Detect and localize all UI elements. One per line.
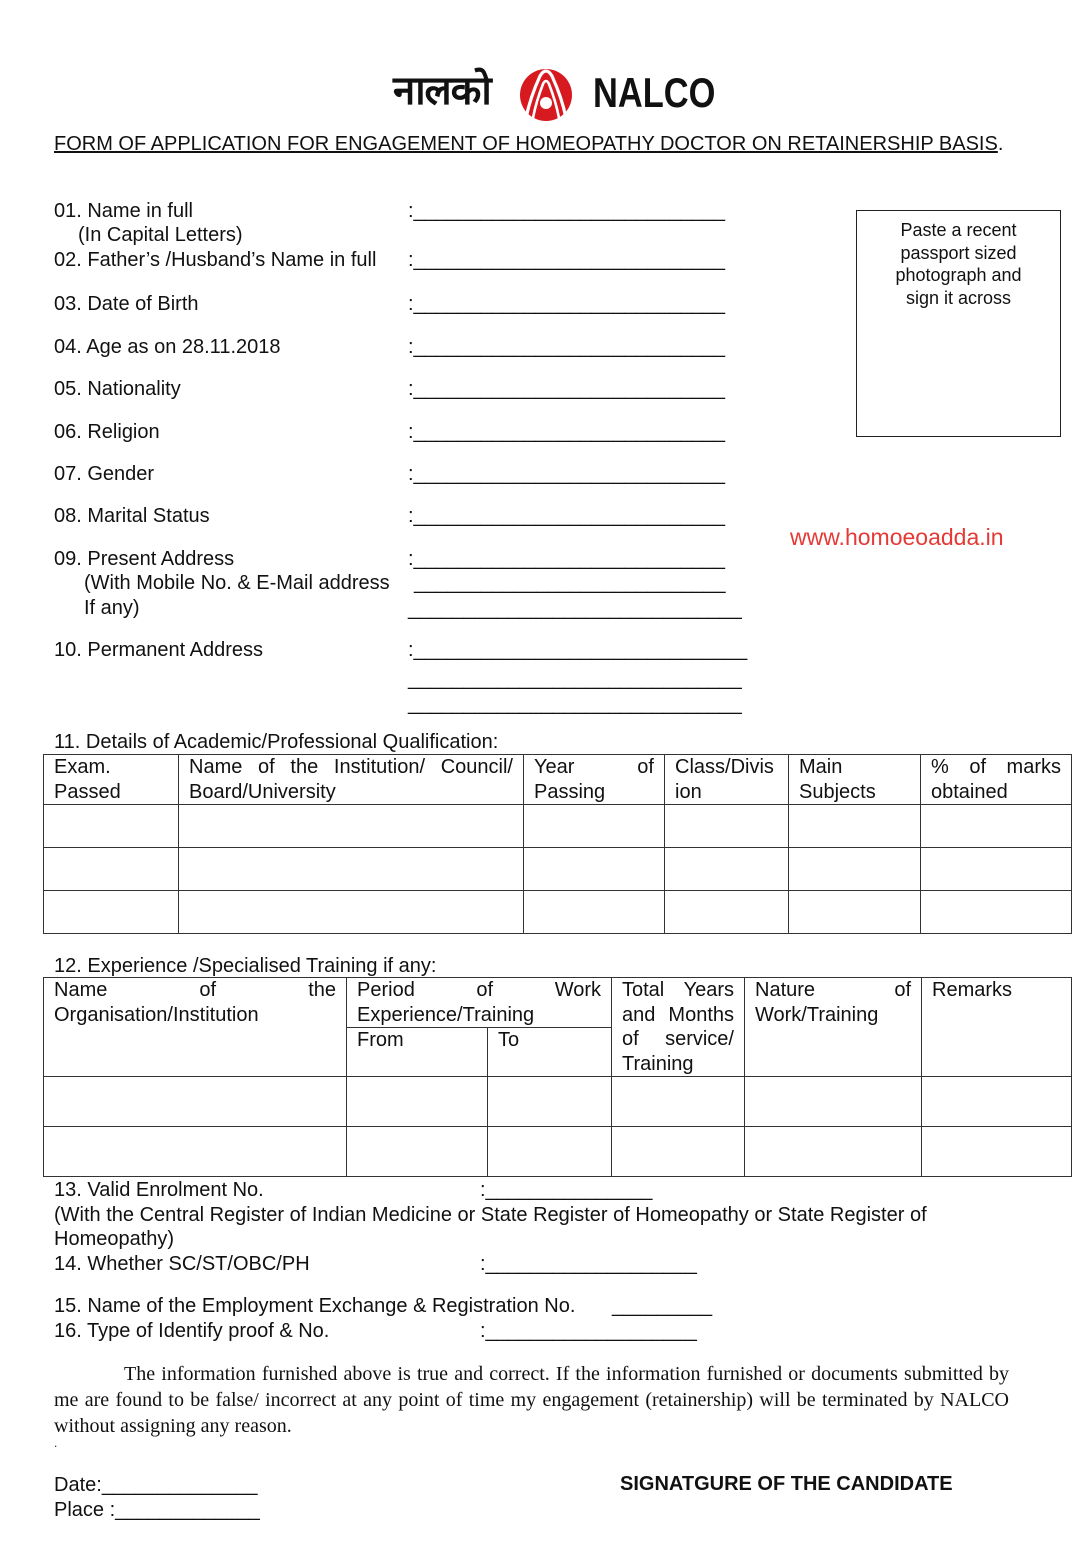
table-row	[44, 848, 1072, 891]
photo-instruction-line: passport sized	[900, 242, 1017, 263]
field-01-sublabel: (In Capital Letters)	[78, 224, 243, 246]
declaration-dot: .	[54, 1436, 58, 1450]
field-07-gender-input[interactable]: :____________________________	[408, 463, 726, 485]
table-cell[interactable]	[524, 848, 665, 891]
col-main-subjects: Main Subjects	[789, 755, 921, 805]
field-09-label: 09. Present Address	[54, 548, 235, 570]
table-row	[44, 1077, 1072, 1127]
qualification-header-row	[44, 755, 1072, 805]
field-10-permanent-address-input-1[interactable]: :______________________________	[408, 639, 748, 661]
col-organisation: Name of the Organisation/Institution	[44, 978, 347, 1077]
nalco-logo	[393, 66, 716, 122]
field-13-label: 13. Valid Enrolment No.	[54, 1179, 264, 1201]
field-01-name-input[interactable]: :____________________________	[408, 200, 726, 222]
col-percent-marks: % of marks obtained	[921, 755, 1072, 805]
table-cell[interactable]	[665, 848, 789, 891]
table-cell[interactable]	[524, 891, 665, 934]
field-06-religion-input[interactable]: :____________________________	[408, 421, 726, 443]
table-cell[interactable]	[922, 1127, 1072, 1177]
field-15-label: 15. Name of the Employment Exchange & Registration No.	[54, 1295, 576, 1317]
table-cell[interactable]	[488, 1077, 612, 1127]
col-to: To	[488, 1028, 612, 1077]
date-label: Date:______________	[54, 1474, 258, 1496]
field-14-category-input[interactable]: :___________________	[480, 1253, 697, 1275]
field-16-label: 16. Type of Identify proof & No.	[54, 1320, 330, 1342]
field-01-label: 01. Name in full	[54, 200, 193, 222]
col-from: From	[347, 1028, 488, 1077]
field-10-permanent-address-input-3[interactable]: ______________________________	[408, 693, 742, 715]
field-03-label: 03. Date of Birth	[54, 293, 199, 315]
table-row	[44, 805, 1072, 848]
watermark-link: www.homoeoadda.in	[790, 524, 1004, 550]
table-cell[interactable]	[612, 1077, 745, 1127]
table-cell[interactable]	[179, 891, 524, 934]
col-nature-of-work: Nature of Work/Training	[745, 978, 922, 1077]
col-remarks: Remarks	[922, 978, 1072, 1077]
field-04-age-input[interactable]: :____________________________	[408, 336, 726, 358]
field-02-label: 02. Father’s /Husband’s Name in full	[54, 249, 377, 271]
table-cell[interactable]	[665, 891, 789, 934]
field-10-label: 10. Permanent Address	[54, 639, 264, 661]
table-cell[interactable]	[921, 848, 1072, 891]
qualification-heading: 11. Details of Academic/Professional Qualification:	[54, 731, 499, 753]
col-total-years: Total Years and Months of service/ Training	[612, 978, 745, 1077]
table-cell[interactable]	[789, 805, 921, 848]
table-cell[interactable]	[44, 848, 179, 891]
table-cell[interactable]	[347, 1077, 488, 1127]
table-cell[interactable]	[922, 1077, 1072, 1127]
photo-instruction-line: Paste a recent	[900, 220, 1017, 240]
field-02-father-name-input[interactable]: :____________________________	[408, 249, 726, 271]
form-title-text: FORM OF APPLICATION FOR ENGAGEMENT OF HOMEOPATHY DOCTOR ON RETAINERSHIP BASIS	[54, 133, 998, 155]
date-input[interactable]: ______________	[101, 1474, 258, 1496]
col-exam-passed: Exam. Passed	[44, 755, 179, 805]
field-05-label: 05. Nationality	[54, 378, 181, 400]
table-cell[interactable]	[44, 805, 179, 848]
field-07-label: 07. Gender	[54, 463, 155, 485]
table-cell[interactable]	[612, 1127, 745, 1177]
form-title	[54, 132, 1034, 157]
field-13-enrolment-input[interactable]: :_______________	[480, 1179, 653, 1201]
field-13-note: (With the Central Register of Indian Medicine or State Register of Homeopathy or State Register of Homeopathy)	[54, 1204, 927, 1250]
table-cell[interactable]	[524, 805, 665, 848]
field-14-label: 14. Whether SC/ST/OBC/PH	[54, 1253, 310, 1275]
experience-header-row	[44, 978, 1072, 1028]
place-label: Place :_____________	[54, 1499, 260, 1521]
field-08-label: 08. Marital Status	[54, 505, 210, 527]
photo-placeholder-box	[856, 210, 1061, 437]
col-institution: Name of the Institution/ Council/ Board/University	[179, 755, 524, 805]
field-09-sublabel-2: If any)	[84, 597, 140, 619]
signature-label: SIGNATGURE OF THE CANDIDATE	[620, 1473, 953, 1495]
field-09-address-input-2[interactable]: ____________________________	[414, 572, 726, 594]
field-16-identity-proof-input[interactable]: :___________________	[480, 1320, 697, 1342]
table-cell[interactable]	[745, 1127, 922, 1177]
field-15-employment-exchange-input[interactable]: _________	[612, 1295, 713, 1317]
table-row	[44, 1127, 1072, 1177]
photo-instruction-line: photograph and	[895, 265, 1022, 285]
table-cell[interactable]	[921, 891, 1072, 934]
field-09-sublabel: (With Mobile No. & E-Mail address	[84, 572, 390, 594]
declaration-text: The information furnished above is true and correct. If the information furnished or documents submitted by me are found to be false/ incorrect at any point of time my engagement (retainership) will be terminated by NALCO without assigning any reason.	[54, 1363, 1009, 1437]
field-03-dob-input[interactable]: :____________________________	[408, 293, 726, 315]
table-cell[interactable]	[179, 805, 524, 848]
field-04-label: 04. Age as on 28.11.2018	[54, 336, 281, 358]
table-cell[interactable]	[44, 1077, 347, 1127]
table-cell[interactable]	[745, 1077, 922, 1127]
title-period: .	[997, 133, 1004, 155]
logo-text: NALCO	[593, 69, 716, 116]
photo-instruction-line: sign it across	[905, 287, 1012, 308]
place-input[interactable]: _____________	[115, 1499, 260, 1521]
table-cell[interactable]	[347, 1127, 488, 1177]
experience-table	[43, 977, 1072, 1177]
table-cell[interactable]	[921, 805, 1072, 848]
table-cell[interactable]	[488, 1127, 612, 1177]
nalco-emblem-icon	[516, 68, 576, 122]
field-08-marital-status-input[interactable]: :____________________________	[408, 505, 726, 527]
field-06-label: 06. Religion	[54, 421, 160, 443]
field-09-address-input-1[interactable]: :____________________________	[408, 548, 726, 570]
qualification-table	[43, 754, 1072, 934]
field-09-address-input-3[interactable]: ______________________________	[408, 598, 742, 620]
table-cell[interactable]	[789, 848, 921, 891]
col-class-division: Class/Division	[665, 755, 789, 805]
field-10-permanent-address-input-2[interactable]: ______________________________	[408, 668, 742, 690]
col-period: Period of Work Experience/Training	[347, 978, 612, 1028]
table-cell[interactable]	[789, 891, 921, 934]
table-cell[interactable]	[665, 805, 789, 848]
experience-heading: 12. Experience /Specialised Training if any:	[54, 955, 437, 977]
table-cell[interactable]	[44, 1127, 347, 1177]
logo-hindi-text: नालको	[393, 68, 491, 114]
field-05-nationality-input[interactable]: :____________________________	[408, 378, 726, 400]
table-cell[interactable]	[44, 891, 179, 934]
table-row	[44, 891, 1072, 934]
col-year-of-passing: Year of Passing	[524, 755, 665, 805]
table-cell[interactable]	[179, 848, 524, 891]
